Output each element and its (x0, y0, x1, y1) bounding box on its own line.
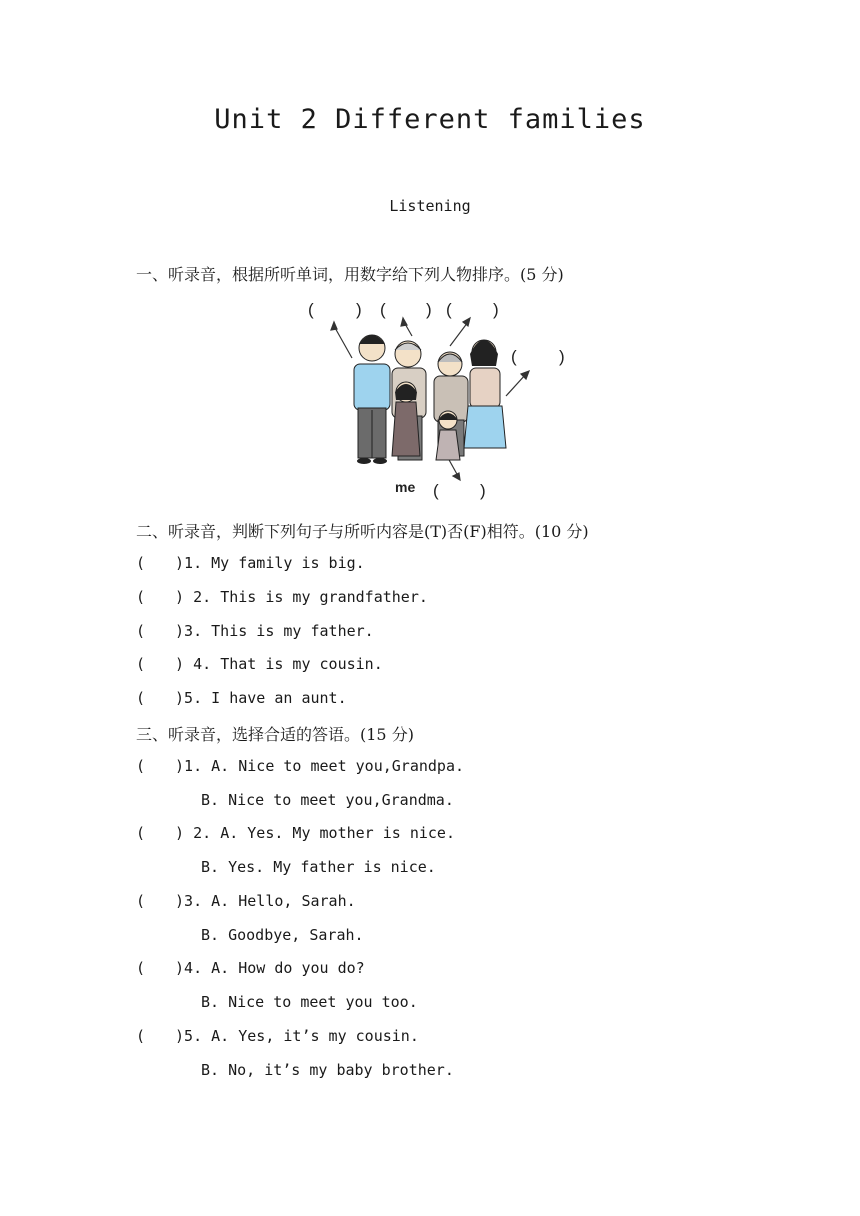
tf-item-2: ( ) 2. This is my grandfather. (136, 588, 428, 606)
choice-item-4-a: ( )4. A. How do you do? (136, 959, 365, 977)
section1-heading: 一、听录音，根据所听单词，用数字给下列人物排序。(5 分) (136, 265, 564, 284)
answer-paren-4-close: ) (559, 347, 565, 366)
answer-paren-2-close: ) (426, 300, 432, 319)
answer-blank[interactable]: ( (136, 1027, 146, 1045)
tf-item-5: ( )5. I have an aunt. (136, 689, 347, 707)
answer-paren-5-open[interactable]: ( (433, 481, 439, 500)
choice-item-3-b: B. Goodbye, Sarah. (201, 926, 364, 944)
answer-blank[interactable]: ( (136, 892, 146, 910)
choice-item-4-b: B. Nice to meet you too. (201, 993, 418, 1011)
choice-item-1-b: B. Nice to meet you,Grandma. (201, 791, 454, 809)
mother-figure (464, 340, 506, 448)
section-subtitle: Listening (389, 197, 471, 215)
section3-heading: 三、听录音，选择合适的答语。(15 分) (136, 725, 414, 744)
cousin-figure (436, 411, 460, 460)
family-illustration (300, 296, 580, 506)
answer-blank[interactable]: ( (136, 959, 146, 977)
answer-paren-4-open[interactable]: ( (511, 347, 517, 366)
answer-blank[interactable]: ( (136, 757, 146, 775)
choice-item-5-b: B. No, it’s my baby brother. (201, 1061, 454, 1079)
family-picture (300, 296, 580, 506)
tf-item-4: ( ) 4. That is my cousin. (136, 655, 383, 673)
answer-paren-2-open[interactable]: ( (380, 300, 386, 319)
answer-blank[interactable]: ( (136, 689, 146, 707)
answer-blank[interactable]: ( (136, 824, 146, 842)
answer-paren-1-open[interactable]: ( (308, 300, 314, 319)
section2-heading: 二、听录音，判断下列句子与所听内容是(T)否(F)相符。(10 分) (136, 522, 589, 541)
page-title: Unit 2 Different families (214, 104, 646, 135)
choice-item-5-a: ( )5. A. Yes, it’s my cousin. (136, 1027, 419, 1045)
choice-item-2-b: B. Yes. My father is nice. (201, 858, 436, 876)
choice-item-1-a: ( )1. A. Nice to meet you,Grandpa. (136, 757, 465, 775)
answer-paren-3-open[interactable]: ( (446, 300, 452, 319)
choice-item-3-a: ( )3. A. Hello, Sarah. (136, 892, 356, 910)
answer-blank[interactable]: ( (136, 554, 146, 572)
father-figure (354, 335, 390, 464)
answer-blank[interactable]: ( (136, 622, 146, 640)
answer-paren-5-close: ) (480, 481, 486, 500)
answer-blank[interactable]: ( (136, 655, 146, 673)
answer-paren-3-close: ) (493, 300, 499, 319)
me-figure (392, 382, 420, 456)
answer-paren-1-close: ) (356, 300, 362, 319)
tf-item-1: ( )1. My family is big. (136, 554, 365, 572)
me-label: me (395, 479, 416, 495)
choice-item-2-a: ( ) 2. A. Yes. My mother is nice. (136, 824, 455, 842)
tf-item-3: ( )3. This is my father. (136, 622, 374, 640)
answer-blank[interactable]: ( (136, 588, 146, 606)
